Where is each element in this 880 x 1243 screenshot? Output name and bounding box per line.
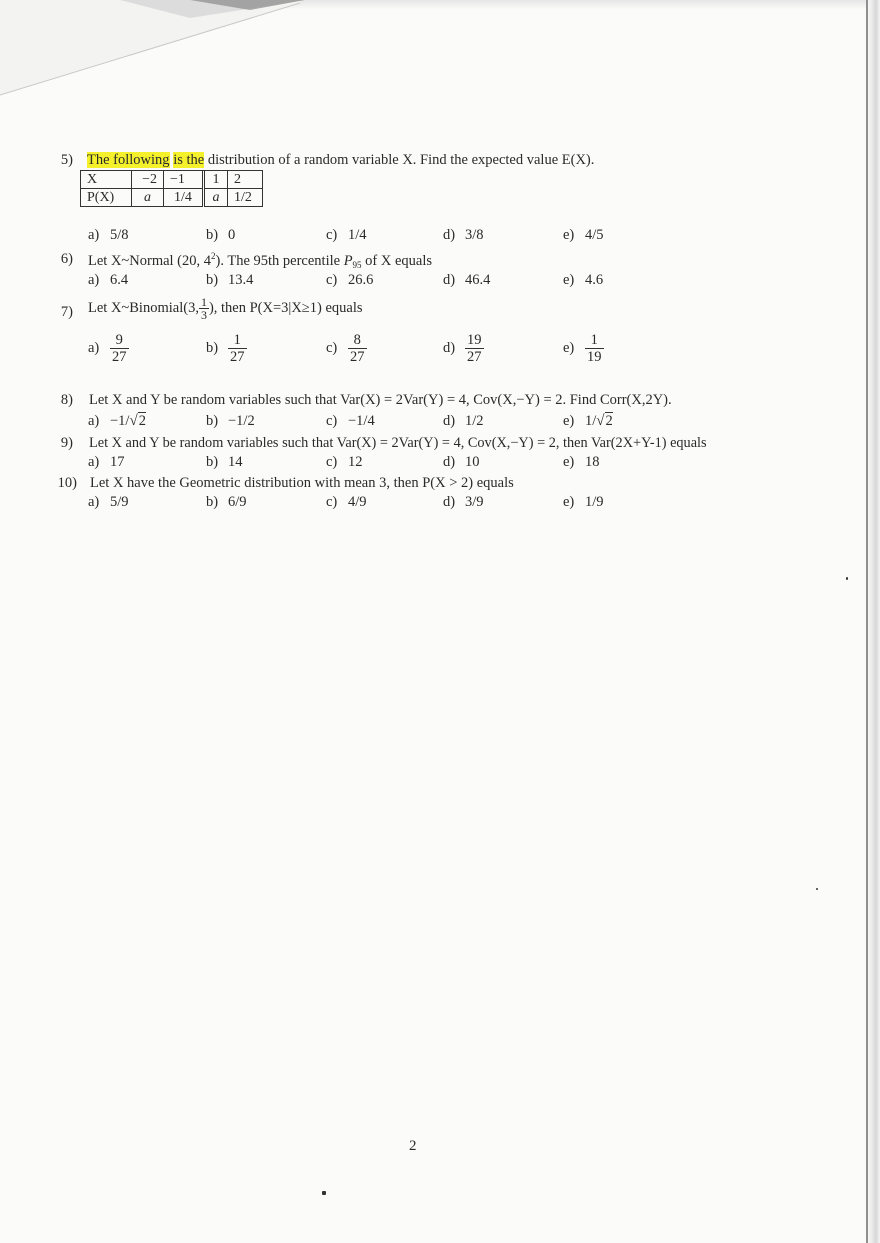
scan-edge-right — [866, 0, 880, 1243]
question-text: Let X and Y be random variables such that Var(X) = 2Var(Y) = 4, Cov(X,−Y) = 2, then Var(2X+Y-1) equals — [89, 435, 707, 451]
option-b: b) 6/9 — [206, 494, 247, 510]
fraction: $\frac{1}{19}$ — [587, 332, 602, 365]
question-text: The following is the distribution of a random variable X. Find the expected value E(X). — [87, 152, 595, 168]
table-cell: −2 — [132, 171, 164, 189]
option-d: d) 10 — [443, 454, 480, 470]
highlighted-text: is the — [173, 152, 205, 168]
question-text: Let X have the Geometric distribution with mean 3, then P(X > 2) equals — [90, 475, 514, 491]
option-d: d) 3/8 — [443, 227, 484, 243]
fraction: $\frac{9}{27}$ — [112, 332, 127, 365]
option-a: a) 17 — [88, 454, 125, 470]
fraction: $\frac{8}{27}$ — [350, 332, 365, 365]
option-b: b) 13.4 — [206, 272, 254, 288]
table-cell: a — [132, 189, 164, 207]
table-row — [81, 171, 263, 189]
table-cell: 1/2 — [228, 189, 263, 207]
option-e: e) 18 — [563, 454, 600, 470]
option-d: d) 3/9 — [443, 494, 484, 510]
fraction: $\frac{1}{3}$ — [200, 295, 207, 322]
option-e: e) 1/√2 — [563, 413, 613, 429]
table-cell: 2 — [228, 171, 263, 189]
question-number: 6) — [60, 251, 73, 267]
highlighted-text: The following — [87, 152, 170, 168]
option-d: d) 1/2 — [443, 413, 484, 429]
option-a: a) 6.4 — [88, 272, 129, 288]
question-text: Let X~Binomial(3, $\frac{1}{3}$ ), then P(X=3|X≥1) equals — [88, 295, 363, 322]
table-cell: a — [205, 189, 228, 207]
option-e: e) 4/5 — [563, 227, 604, 243]
option-c: c) −1/4 — [326, 413, 375, 429]
option-e: e) 1/9 — [563, 494, 604, 510]
option-a: a) $\frac{9}{27}$ — [88, 332, 127, 365]
question-number: 8) — [60, 392, 73, 408]
option-d: d) $\frac{19}{27}$ — [443, 332, 482, 365]
table-cell: P(X) — [81, 189, 132, 207]
table-cell: −1 — [164, 171, 203, 189]
distribution-table — [80, 170, 263, 207]
question-number: 5) — [60, 152, 73, 168]
option-b: b) 0 — [206, 227, 236, 243]
option-a: a) −1/√2 — [88, 413, 146, 429]
option-a: a) 5/8 — [88, 227, 129, 243]
option-a: a) 5/9 — [88, 494, 129, 510]
fraction: $\frac{1}{27}$ — [230, 332, 245, 365]
option-c: c) 26.6 — [326, 272, 374, 288]
question-text: Let X and Y be random variables such that Var(X) = 2Var(Y) = 4, Cov(X,−Y) = 2. Find Corr(X,2Y). — [89, 392, 672, 408]
option-d: d) 46.4 — [443, 272, 491, 288]
table-cell: X — [81, 171, 132, 189]
scan-speck — [322, 1191, 326, 1195]
question-number: 9) — [60, 435, 73, 451]
fraction: $\frac{19}{27}$ — [467, 332, 482, 365]
scan-speck — [846, 577, 848, 580]
table-cell: 1 — [205, 171, 228, 189]
question-number: 7) — [60, 304, 73, 320]
folded-corner-shadow — [0, 0, 320, 110]
page-number: 2 — [409, 1138, 417, 1154]
table-cell: 1/4 — [164, 189, 203, 207]
option-c: c) 12 — [326, 454, 363, 470]
option-e: e) $\frac{1}{19}$ — [563, 332, 602, 365]
option-c: c) $\frac{8}{27}$ — [326, 332, 365, 365]
scan-speck — [816, 888, 818, 890]
scan-edge-line — [866, 0, 868, 1243]
question-number: 10) — [57, 475, 77, 491]
table-row — [81, 189, 263, 207]
option-c: c) 4/9 — [326, 494, 367, 510]
option-b: b) −1/2 — [206, 413, 255, 429]
option-b: b) 14 — [206, 454, 243, 470]
option-c: c) 1/4 — [326, 227, 367, 243]
option-e: e) 4.6 — [563, 272, 604, 288]
question-text: Let X~Normal (20, $4^2$). The 95th percentile $P_{95}$ of X equals — [88, 251, 433, 270]
option-b: b) $\frac{1}{27}$ — [206, 332, 245, 365]
